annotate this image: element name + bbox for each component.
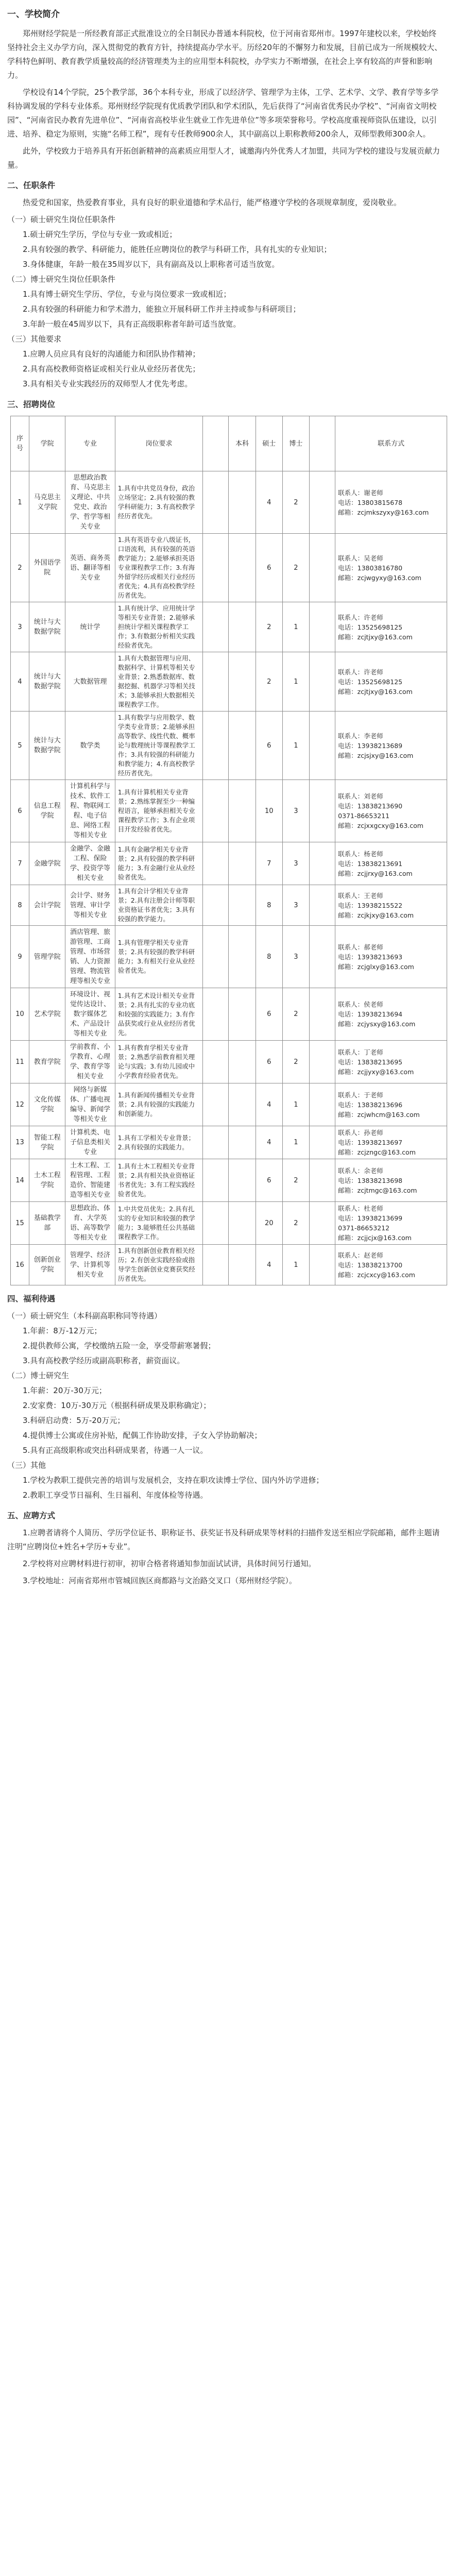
cell-master-count: 6 <box>256 1159 282 1202</box>
cell-major: 会计学、财务管理、审计学等相关专业 <box>65 885 115 926</box>
list-item: 1.硕士研究生学历，学位与专业一致或相近； <box>23 230 177 239</box>
cell-requirements: 1.具有中共党员身份，政治立场坚定；2.具有较强的教学科研能力；3.有高校教学经历者优先。 <box>115 471 203 534</box>
cell-blank <box>203 711 229 780</box>
col-header: 岗位要求 <box>115 416 203 471</box>
list-item: （三）其他要求 <box>7 334 62 344</box>
cell-master-count: 8 <box>256 926 282 988</box>
col-header <box>309 416 335 471</box>
cell-contact: 联系人：丁老师 电话：13838213695 邮箱：zcjjyxy@163.com <box>335 1041 447 1083</box>
cell-major: 计算机类、电子信息类相关专业 <box>65 1126 115 1159</box>
col-header: 硕士 <box>256 416 282 471</box>
cell-blank <box>309 885 335 926</box>
paragraph: 1.应聘者请将个人简历、学历学位证书、职称证书、获奖证书及科研成果等材料的扫描件发送至相应学院邮箱，邮件主题请注明“应聘岗位+姓名+学历+专业”。 <box>7 1528 440 1551</box>
cell-master-count: 4 <box>256 1083 282 1126</box>
paragraph: 学校设有14个学院，25个教学部，36个本科专业，形成了以经济学、管理学为主体，工学、艺术学、文学、教育学等多学科协调发展的学科专业体系。郑州财经学院现有优质教学团队和学术团队，先后获得了“河南省优秀民办学校”、“河南省文明校园”、“河南省民办教育先进单位”、“河南省高校毕业生就业工作先进单位”等多项荣誉称号。学校高度重视师资队伍建设，以引进、培养、稳定为原则，实施“名师工程”，现有专任教师900余人，其中副高以上职称教师200余人，双师型教师300余人。 <box>7 88 439 139</box>
cell-blank <box>309 1041 335 1083</box>
cell-blank <box>203 780 229 842</box>
cell-doctor-count: 2 <box>282 1041 309 1083</box>
cell-college: 统计与大数据学院 <box>29 652 65 711</box>
cell-college: 土木工程学院 <box>29 1159 65 1202</box>
list-item: （二）博士研究生岗位任职条件 <box>7 275 116 284</box>
cell-blank <box>203 988 229 1041</box>
positions-table <box>10 416 447 1285</box>
positions-table-body <box>11 471 447 1285</box>
cell-doctor-count: 3 <box>282 842 309 885</box>
cell-blank <box>203 885 229 926</box>
list-item: 2.具有较强的科研能力和学术潜力，能独立开展科研工作并主持或参与科研项目； <box>23 304 301 314</box>
cell-master-count: 6 <box>256 711 282 780</box>
cell-blank <box>203 1202 229 1245</box>
cell-college: 统计与大数据学院 <box>29 602 65 652</box>
cell-master-count: 8 <box>256 885 282 926</box>
section-title-intro: 一、学校简介 <box>7 9 60 20</box>
cell-requirements: 1.具有土木工程相关专业背景；2.具有相关执业资格证书者优先；3.有工程实践经验者优先。 <box>115 1159 203 1202</box>
cell-major: 统计学 <box>65 602 115 652</box>
cell-doctor-count: 2 <box>282 1159 309 1202</box>
cell-blank <box>309 602 335 652</box>
list-item: 1.具有博士研究生学历、学位，专业与岗位要求一致或相近； <box>23 290 231 299</box>
cell-doctor-count: 1 <box>282 1245 309 1285</box>
cell-contact: 联系人：吴老师 电话：13803816780 邮箱：zcjwgyxy@163.com <box>335 534 447 602</box>
cell-number: 9 <box>11 926 29 988</box>
list-item: 3.科研启动费：5万-20万元； <box>23 1416 125 1425</box>
cell-requirements: 1.具有统计学、应用统计学等相关专业背景；2.能够承担统计学相关课程教学工作；3.有数据分析相关实践经验者优先。 <box>115 602 203 652</box>
cell-bachelor-count <box>229 1202 256 1245</box>
cell-contact: 联系人：孙老师 电话：13938213697 邮箱：zcjzngc@163.com <box>335 1126 447 1159</box>
cell-blank <box>309 534 335 602</box>
cell-contact: 联系人：许老师 电话：13525698125 邮箱：zcjtjxy@163.com <box>335 652 447 711</box>
section-title-apply: 五、应聘方式 <box>7 1511 56 1520</box>
cell-master-count: 6 <box>256 988 282 1041</box>
list-item: 3.具有高校教学经历或副高职称者，薪资面议。 <box>23 1356 185 1365</box>
cell-number: 8 <box>11 885 29 926</box>
cell-major: 学前教育、小学教育、心理学、教育学等相关专业 <box>65 1041 115 1083</box>
cell-major: 英语、商务英语、翻译等相关专业 <box>65 534 115 602</box>
cell-requirements: 1.具有大数据管理与应用、数据科学、计算机等相关专业背景；2.熟悉数据库、数据挖掘、机器学习等相关技术；3.能够承担大数据相关课程教学工作。 <box>115 652 203 711</box>
cell-master-count: 6 <box>256 1041 282 1083</box>
cell-master-count: 2 <box>256 602 282 652</box>
cell-requirements: 1.具有金融学相关专业背景；2.具有较强的教学科研能力；3.有金融行业从业经验者优先。 <box>115 842 203 885</box>
cell-requirements: 1.具有计算机相关专业背景；2.熟练掌握至少一种编程语言，能够承担相关专业课程教学工作；3.有企业项目开发经验者优先。 <box>115 780 203 842</box>
cell-requirements: 1.具有数学与应用数学、数学类专业背景；2.能够承担高等数学、线性代数、概率论与数理统计等课程教学工作；3.具有较强的科研能力和教学能力；4.有高校教学经历者优先。 <box>115 711 203 780</box>
cell-blank <box>309 1245 335 1285</box>
cell-bachelor-count <box>229 1041 256 1083</box>
col-header: 联系方式 <box>335 416 447 471</box>
cell-bachelor-count <box>229 711 256 780</box>
cell-blank <box>309 1126 335 1159</box>
cell-number: 5 <box>11 711 29 780</box>
cell-master-count: 4 <box>256 1245 282 1285</box>
cell-number: 15 <box>11 1202 29 1245</box>
table-row <box>11 1245 447 1285</box>
cell-doctor-count: 3 <box>282 885 309 926</box>
cell-contact: 联系人：李老师 电话：13938213689 邮箱：zcjsjxy@163.com <box>335 711 447 780</box>
table-row <box>11 988 447 1041</box>
cell-blank <box>203 926 229 988</box>
cell-major: 计算机科学与技术、软件工程、物联网工程、电子信息、网络工程等相关专业 <box>65 780 115 842</box>
table-row <box>11 1202 447 1245</box>
cell-requirements: 1.具有工学相关专业背景；2.具有较强的实践能力。 <box>115 1126 203 1159</box>
cell-blank <box>309 842 335 885</box>
section-title-positions: 三、招聘岗位 <box>7 400 56 409</box>
col-header: 专业 <box>65 416 115 471</box>
col-header: 学院 <box>29 416 65 471</box>
cell-major: 大数据管理 <box>65 652 115 711</box>
cell-bachelor-count <box>229 1159 256 1202</box>
col-header: 博士 <box>282 416 309 471</box>
list-item: 2.具有较强的教学、科研能力，能胜任应聘岗位的教学与科研工作，具有扎实的专业知识； <box>23 245 332 254</box>
cell-major: 思想政治、体育、大学英语、高等数学等相关专业 <box>65 1202 115 1245</box>
list-item: （二）博士研究生 <box>7 1371 70 1380</box>
cell-college: 会计学院 <box>29 885 65 926</box>
cell-master-count: 4 <box>256 1126 282 1159</box>
cell-major: 环境设计、视觉传达设计、数字媒体艺术、产品设计等相关专业 <box>65 988 115 1041</box>
cell-number: 16 <box>11 1245 29 1285</box>
cell-contact: 联系人：王老师 电话：13938215522 邮箱：zcjkjxy@163.com <box>335 885 447 926</box>
cell-college: 文化传媒学院 <box>29 1083 65 1126</box>
list-item: 3.具有相关专业实践经历的双师型人才优先考虑。 <box>23 379 193 388</box>
cell-blank <box>309 780 335 842</box>
benefits-list <box>4 1309 447 1502</box>
cell-number: 1 <box>11 471 29 534</box>
cell-master-count: 7 <box>256 842 282 885</box>
paragraph: 3.学校地址：河南省郑州市管城回族区商都路与文治路交叉口（郑州财经学院）。 <box>23 1576 297 1585</box>
table-row <box>11 602 447 652</box>
cell-college: 外国语学院 <box>29 534 65 602</box>
cell-doctor-count: 1 <box>282 711 309 780</box>
cell-college: 金融学院 <box>29 842 65 885</box>
cell-bachelor-count <box>229 471 256 534</box>
cell-number: 7 <box>11 842 29 885</box>
list-item: （一）硕士研究生（本科副高职称同等待遇） <box>7 1311 162 1320</box>
cell-blank <box>309 1159 335 1202</box>
cell-blank <box>203 1159 229 1202</box>
cell-bachelor-count <box>229 926 256 988</box>
cell-bachelor-count <box>229 1126 256 1159</box>
col-header: 序号 <box>11 416 29 471</box>
cell-number: 2 <box>11 534 29 602</box>
table-row <box>11 842 447 885</box>
cell-blank <box>309 471 335 534</box>
cell-bachelor-count <box>229 842 256 885</box>
table-row <box>11 1083 447 1126</box>
cell-college: 信息工程学院 <box>29 780 65 842</box>
cell-blank <box>309 1083 335 1126</box>
cell-blank <box>309 711 335 780</box>
cell-number: 3 <box>11 602 29 652</box>
table-row <box>11 885 447 926</box>
cell-requirements: 1.具有艺术设计相关专业背景；2.具有扎实的专业功底和较强的实践能力；3.有作品获奖或行业从业经历者优先。 <box>115 988 203 1041</box>
paragraph: 热爱党和国家，热爱教育事业，具有良好的职业道德和学术品行，能严格遵守学校的各项规章制度，爱岗敬业。 <box>23 198 402 207</box>
cell-doctor-count: 2 <box>282 534 309 602</box>
cell-doctor-count: 2 <box>282 1202 309 1245</box>
table-row <box>11 1041 447 1083</box>
cell-requirements: 1.具有管理学相关专业背景；2.具有较强的教学科研能力；3.有相关行业从业经验者优先。 <box>115 926 203 988</box>
cell-number: 6 <box>11 780 29 842</box>
cell-bachelor-count <box>229 988 256 1041</box>
list-item: 3.年龄一般在45周岁以下，具有正高级职称者年龄可适当放宽。 <box>23 319 241 329</box>
table-row <box>11 1159 447 1202</box>
cell-contact: 联系人：余老师 电话：13838213698 邮箱：zcjtmgc@163.com <box>335 1159 447 1202</box>
col-header <box>203 416 229 471</box>
cell-master-count: 2 <box>256 652 282 711</box>
cell-doctor-count: 3 <box>282 780 309 842</box>
cell-college: 教育学院 <box>29 1041 65 1083</box>
cell-requirements: 1.具有教育学相关专业背景；2.熟悉学前教育相关理论与实践；3.有幼儿园或中小学教育经验者优先。 <box>115 1041 203 1083</box>
table-row <box>11 711 447 780</box>
list-item: 1.学校为教职工提供完善的培训与发展机会，支持在职攻读博士学位、国内外访学进修； <box>23 1476 324 1485</box>
table-row <box>11 471 447 534</box>
cell-master-count: 6 <box>256 534 282 602</box>
cell-blank <box>309 926 335 988</box>
cell-master-count: 10 <box>256 780 282 842</box>
cell-blank <box>309 652 335 711</box>
table-header-row <box>11 416 447 471</box>
cell-contact: 联系人：刘老师 电话：13838213690 0371-86653211 邮箱：zcjxxgcxy@163.com <box>335 780 447 842</box>
list-item: （三）其他 <box>7 1461 46 1470</box>
cell-blank <box>203 534 229 602</box>
list-item: 2.提供教师公寓，学校缴纳五险一金，享受带薪寒暑假； <box>23 1341 216 1350</box>
list-item: 1.年薪：8万-12万元； <box>23 1326 102 1335</box>
cell-major: 土木工程、工程管理、工程造价、智能建造等相关专业 <box>65 1159 115 1202</box>
col-header: 本科 <box>229 416 256 471</box>
list-item: 2.安家费：10万-30万元（根据科研成果及职称确定）； <box>23 1401 211 1410</box>
paragraph: 郑州财经学院是一所经教育部正式批准设立的全日制民办普通本科院校，位于河南省郑州市。1997年建校以来，学校始终坚持社会主义办学方向，深入贯彻党的教育方针，持续提高办学水平。历经20年的不懈努力和发展，目前已成为一所规模较大、学科特色鲜明、教育教学质量较高的经济管理类为主的应用型本科院校，办学实力不断增强，在社会上享有较高的声誉和影响力。 <box>7 29 443 80</box>
cell-requirements: 1.具有英语专业八级证书，口语流利，具有较强的英语教学能力；2.能够承担英语专业课程教学工作；3.有海外留学经历或相关行业经历者优先；4.具有高校教学经历者优先。 <box>115 534 203 602</box>
list-item: 4.提供博士公寓或住房补贴，配偶工作协助安排，子女入学协助解决； <box>23 1431 262 1440</box>
cell-contact: 联系人：侯老师 电话：13938213694 邮箱：zcjysxy@163.com <box>335 988 447 1041</box>
section-title-conditions: 二、任职条件 <box>7 181 56 190</box>
cell-college: 创新创业学院 <box>29 1245 65 1285</box>
cell-major: 管理学、经济学、计算机等相关专业 <box>65 1245 115 1285</box>
table-row <box>11 926 447 988</box>
cell-number: 4 <box>11 652 29 711</box>
cell-contact: 联系人：杜老师 电话：13938213699 0371-86653212 邮箱：zcjjcjx@163.com <box>335 1202 447 1245</box>
cell-college: 统计与大数据学院 <box>29 711 65 780</box>
conditions-list <box>4 213 447 391</box>
cell-number: 14 <box>11 1159 29 1202</box>
cell-contact: 联系人：许老师 电话：13525698125 邮箱：zcjtjxy@163.com <box>335 602 447 652</box>
cell-contact: 联系人：赵老师 电话：13838213700 邮箱：zcjcxcy@163.com <box>335 1245 447 1285</box>
table-row <box>11 652 447 711</box>
cell-number: 13 <box>11 1126 29 1159</box>
cell-doctor-count: 1 <box>282 1126 309 1159</box>
cell-major: 思想政治教育、马克思主义理论、中共党史、政治学、哲学等相关专业 <box>65 471 115 534</box>
cell-blank <box>203 652 229 711</box>
cell-doctor-count: 1 <box>282 602 309 652</box>
cell-blank <box>309 1202 335 1245</box>
cell-blank <box>203 1245 229 1285</box>
cell-major: 网络与新媒体、广播电视编导、新闻学等相关专业 <box>65 1083 115 1126</box>
cell-bachelor-count <box>229 534 256 602</box>
cell-bachelor-count <box>229 780 256 842</box>
paragraph: 此外，学校致力于培养具有开拓创新精神的高素质应用型人才，诚邀海内外优秀人才加盟，共同为学校的建设与发展贡献力量。 <box>7 146 440 170</box>
cell-major: 酒店管理、旅游管理、工商管理、市场营销、人力资源管理、物流管理等相关专业 <box>65 926 115 988</box>
cell-bachelor-count <box>229 1083 256 1126</box>
list-item: 1.应聘人员应具有良好的沟通能力和团队协作精神； <box>23 349 200 359</box>
cell-bachelor-count <box>229 1245 256 1285</box>
list-item: 3.身体健康，年龄一般在35周岁以下，具有副高及以上职称者可适当放宽。 <box>23 260 280 269</box>
cell-doctor-count: 2 <box>282 988 309 1041</box>
cell-number: 12 <box>11 1083 29 1126</box>
cell-college: 基础教学部 <box>29 1202 65 1245</box>
cell-blank <box>203 471 229 534</box>
section-title-benefits: 四、福利待遇 <box>7 1294 56 1303</box>
cell-blank <box>203 1041 229 1083</box>
table-row <box>11 1126 447 1159</box>
cell-master-count: 4 <box>256 471 282 534</box>
cell-blank <box>203 842 229 885</box>
cell-doctor-count: 2 <box>282 471 309 534</box>
cell-bachelor-count <box>229 602 256 652</box>
cell-doctor-count: 3 <box>282 926 309 988</box>
list-item: 5.具有正高级职称或突出科研成果者，待遇一人一议。 <box>23 1446 208 1455</box>
list-item: （一）硕士研究生岗位任职条件 <box>7 215 116 224</box>
cell-contact: 联系人：杨老师 电话：13838213691 邮箱：zcjjrxy@163.com <box>335 842 447 885</box>
cell-blank <box>203 602 229 652</box>
table-row <box>11 534 447 602</box>
cell-college: 管理学院 <box>29 926 65 988</box>
list-item: 1.年薪：20万-30万元； <box>23 1386 107 1395</box>
cell-number: 11 <box>11 1041 29 1083</box>
table-row <box>11 780 447 842</box>
cell-major: 金融学、金融工程、保险学、投资学等相关专业 <box>65 842 115 885</box>
cell-doctor-count: 1 <box>282 1083 309 1126</box>
cell-blank <box>203 1083 229 1126</box>
cell-bachelor-count <box>229 652 256 711</box>
cell-contact: 联系人：于老师 电话：13838213696 邮箱：zcjwhcm@163.com <box>335 1083 447 1126</box>
cell-requirements: 1.具有新闻传播相关专业背景；2.具有较强的实践能力和创新能力。 <box>115 1083 203 1126</box>
cell-blank <box>309 988 335 1041</box>
paragraph: 2.学校将对应聘材料进行初审，初审合格者将通知参加面试试讲，具体时间另行通知。 <box>23 1559 316 1568</box>
cell-bachelor-count <box>229 885 256 926</box>
cell-requirements: 1.具有会计学相关专业背景；2.具有注册会计师等职业资格证书者优先；3.具有较强的教学能力。 <box>115 885 203 926</box>
cell-contact: 联系人：谢老师 电话：13803815678 邮箱：zcjmkszyxy@163.com <box>335 471 447 534</box>
cell-doctor-count: 1 <box>282 652 309 711</box>
cell-college: 马克思主义学院 <box>29 471 65 534</box>
cell-master-count: 20 <box>256 1202 282 1245</box>
list-item: 2.教职工享受节日福利、生日福利、年度体检等待遇。 <box>23 1490 208 1500</box>
document-body <box>4 5 447 1591</box>
cell-college: 艺术学院 <box>29 988 65 1041</box>
list-item: 2.具有高校教师资格证或相关行业从业经历者优先； <box>23 364 200 374</box>
cell-number: 10 <box>11 988 29 1041</box>
cell-college: 智能工程学院 <box>29 1126 65 1159</box>
cell-requirements: 1.具有创新创业教育相关经历；2.有创业实践经验或指导学生创新创业竞赛获奖经历者优先。 <box>115 1245 203 1285</box>
cell-contact: 联系人：郝老师 电话：13938213693 邮箱：zcjglxy@163.com <box>335 926 447 988</box>
cell-major: 数学类 <box>65 711 115 780</box>
cell-blank <box>203 1126 229 1159</box>
cell-requirements: 1.中共党员优先；2.具有扎实的专业知识和较强的教学能力；3.能够胜任公共基础课程教学工作。 <box>115 1202 203 1245</box>
